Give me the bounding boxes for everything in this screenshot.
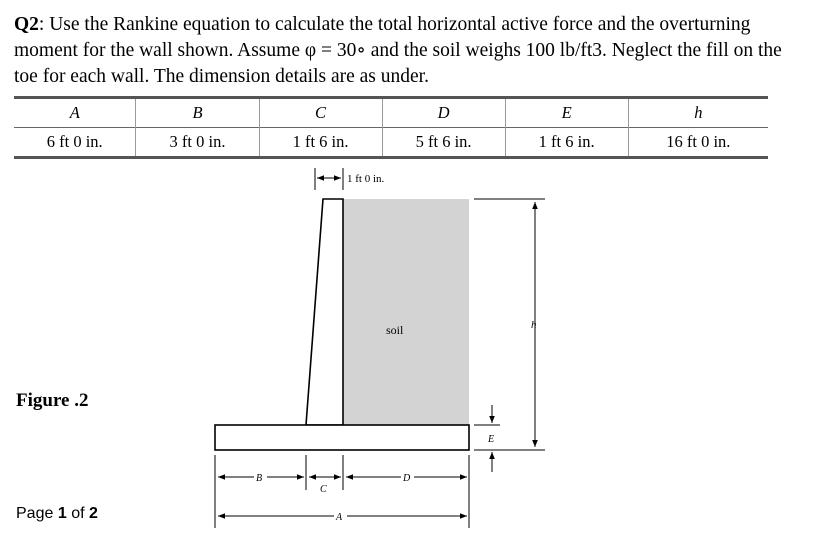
b-label: B	[256, 473, 263, 484]
e-label: E	[488, 434, 495, 445]
table-header-cell: h	[628, 98, 768, 128]
table-cell: 16 ft 0 in.	[628, 128, 768, 158]
a-label: A	[336, 512, 343, 523]
table-header-cell: C	[259, 98, 382, 128]
table-cell: 1 ft 6 in.	[505, 128, 628, 158]
table-header-cell: D	[382, 98, 505, 128]
page-indicator	[16, 505, 98, 523]
table-cell: 1 ft 6 in.	[259, 128, 382, 158]
soil-label: soil	[386, 323, 404, 337]
table-cell: 6 ft 0 in.	[14, 128, 136, 158]
h-label: h	[531, 319, 537, 331]
table-header-cell: E	[505, 98, 628, 128]
page-word: Page	[16, 505, 54, 522]
question-number: Q2	[14, 14, 39, 35]
wall-stem	[306, 199, 343, 425]
table-cell: 3 ft 0 in.	[136, 128, 259, 158]
table-cell: 5 ft 6 in.	[382, 128, 505, 158]
table-header-cell: B	[136, 98, 259, 128]
c-label: C	[320, 484, 327, 495]
soil-backfill	[343, 199, 469, 425]
figure-caption: Figure .2	[16, 390, 89, 411]
page-total: 2	[88, 505, 98, 522]
d-label: D	[403, 473, 411, 484]
top-width-label: 1 ft 0 in.	[347, 173, 385, 185]
question-body: : Use the Rankine equation to calculate the total horizontal active force and the overturning moment for the wall shown. Assume φ = 30∘ and the soil weighs 100 lb/ft3. Neglect the fill on the toe for each wall. The dimension details are as under.	[14, 14, 782, 87]
page-current: 1	[57, 505, 67, 522]
table-header-cell: A	[14, 98, 136, 128]
of-word: of	[71, 505, 85, 522]
wall-base-slab	[215, 425, 469, 450]
